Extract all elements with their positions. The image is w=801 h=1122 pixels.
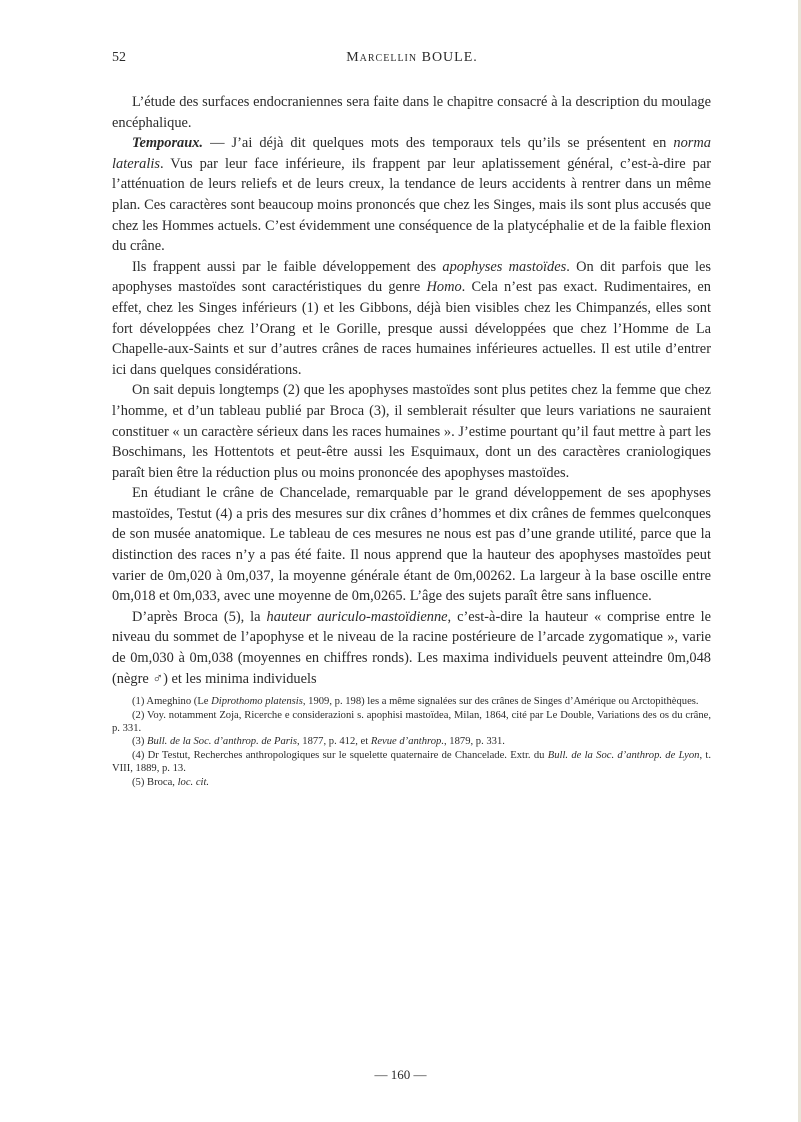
text-segment: norma lateralis — [112, 135, 711, 172]
paragraph-temporaux — [112, 133, 711, 257]
text-segment: L’étude des surfaces endocraniennes sera faite dans le chapitre consacré à la description du moulage encéphalique. — [112, 94, 711, 131]
footnote-1 — [112, 695, 711, 708]
footnote-3 — [112, 735, 711, 748]
text-segment: hauteur auriculo-mastoïdienne — [266, 608, 448, 625]
footnote-segment: , 1879, p. 331. — [444, 736, 505, 748]
text-segment: On sait depuis longtemps (2) que les apophyses mastoïdes sont plus petites chez la femme que chez l’homme, et d’un tableau publié par Broca (3), il semblerait résulter que leurs variations ne sauraient constituer « un caractère sérieux dans les races humaines ». J’estime pourtant qu’il faut mettre à part les Boschimans, les Hottentots et peut-être aussi les Esquimaux, dont un des caractères craniologiques paraît bien être la réduction plus ou moins prononcée des apophyses mastoïdes. — [112, 382, 711, 481]
footnote-segment: Revue d’anthrop. — [370, 736, 444, 748]
paragraph-sex-variation — [112, 380, 711, 483]
text-segment: D’après Broca (5), la — [132, 608, 267, 625]
text-segment: Homo — [426, 279, 462, 296]
footnote-4 — [112, 749, 711, 776]
text-segment: . Vus par leur face inférieure, ils frappent par leur aplatissement général, c’est-à-dire par l’atténuation de leurs reliefs et de leurs creux, la tendance de leurs accidents à rentrer dans un même plan. Ces caractères sont beaucoup moins prononcés que chez les Singes, mais ils sont plus accusés que chez les Hommes actuels. C’est évidemment une conséquence de la platycéphalie et de la faible flexion du crâne. — [112, 155, 711, 255]
paragraph-broca — [112, 607, 711, 689]
paragraph-endocranial — [112, 92, 711, 133]
footnote-2 — [112, 709, 711, 736]
footnote-segment: , t. VIII, 1889, p. 13. — [112, 749, 711, 775]
footnote-segment: , 1877, p. 412, et — [296, 736, 371, 748]
footnote-segment: Diprothomo platensis — [211, 696, 303, 708]
paragraph-chancelade — [112, 483, 711, 607]
page-number: 52 — [112, 50, 126, 65]
text-segment: En étudiant le crâne de Chancelade, remarquable par le grand développement de ses apophyses mastoïdes, Testut (4) a pris des mesures sur dix crânes d’hommes et dix crânes de femmes quelconques de son musée anatomique. Le tableau de ces mesures ne nous est pas d’une grande utilité, parce que la distinction des races n’y a pas été faite. Il nous apprend que la hauteur des apophyses mastoïdes peut varier de 0m,020 à 0m,037, la moyenne générale étant de 0m,00262. La largeur à la base oscille entre 0m,018 et 0m,033, avec une moyenne de 0m,0265. L’âge des sujets paraît être sans influence. — [112, 485, 711, 605]
text-segment: Ils frappent aussi par le faible développement des — [132, 258, 443, 275]
footnote-segment: (2) Voy. notamment Zoja, Ricerche e considerazioni s. apophisi mastoïdea, Milan, 1864, cité par Le Double, Variations des os du crâne, p. 331. — [112, 709, 711, 735]
text-segment: Temporaux. — [132, 135, 204, 152]
footnote-segment: (5) Broca, — [132, 776, 178, 788]
footnote-segment: Bull. de la Soc. d’anthrop. de Lyon — [547, 749, 700, 761]
footnotes — [112, 695, 711, 789]
text-segment: — J’ai déjà dit quelques mots des temporaux tels qu’ils se présentent en — [203, 135, 674, 152]
folio-number: — 160 — — [374, 1067, 427, 1082]
running-title: Marcellin BOULE. — [346, 50, 478, 65]
paragraph-mastoid-apophyses — [112, 257, 711, 381]
footnote-segment: , 1909, p. 198) les a même signalées sur des crânes de Singes d’Amérique ou Arctopithèques. — [302, 696, 699, 708]
footnote-5 — [112, 776, 711, 789]
text-segment: . On dit parfois que les apophyses mastoïdes sont caractéristiques du genre — [112, 258, 711, 296]
footnote-segment: (3) — [132, 736, 148, 748]
text-segment: apophyses mastoïdes — [442, 258, 567, 275]
footnote-segment: (4) Dr Testut, Recherches anthropologiques sur le squelette quaternaire de Chancelade. Extr. du — [132, 749, 548, 761]
body-text — [112, 92, 711, 789]
text-segment: . Cela n’est pas exact. Rudimentaires, en effet, chez les Singes inférieurs (1) et les Gibbons, déjà bien visibles chez les Chimpanzés, elles sont fort développées chez l’Orang et le Gorille, presque aussi développées que chez l’Homme de La Chapelle-aux-Saints et sur d’autres crânes de races humaines inférieures actuelles. Il est utile d’entrer ici dans quelques considérations. — [112, 279, 711, 378]
text-segment: , c’est-à-dire la hauteur « comprise entre le niveau du sommet de l’apophyse et le niveau de la racine postérieure de l’arcade zygomatique », varie de 0m,030 à 0m,038 (moyennes en chiffres ronds). Les maxima individuels peuvent atteindre 0m,048 (nègre ♂) et les minima individuels — [112, 608, 711, 687]
footnote-segment: loc. cit. — [177, 776, 210, 788]
footnote-segment: Bull. de la Soc. d’anthrop. de Paris — [147, 736, 297, 748]
footnote-segment: (1) Ameghino (Le — [132, 696, 212, 708]
page-header — [112, 50, 712, 72]
